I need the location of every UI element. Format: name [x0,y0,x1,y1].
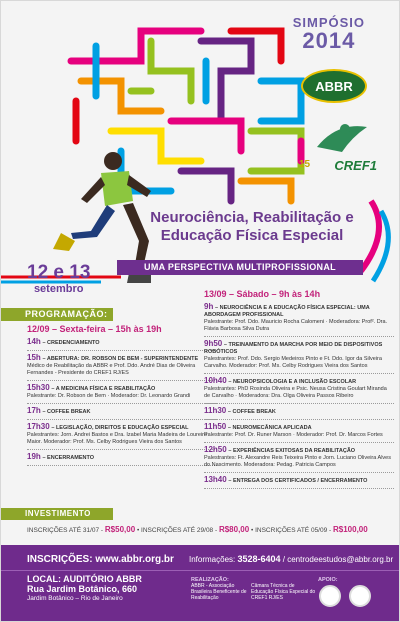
venue-street: Rua Jardim Botânico, 660 [27,584,138,594]
schedule-time: 11h30 [204,406,227,415]
schedule-item [27,338,217,351]
schedule-title: – EXPERIÊNCIAS EXITOSAS DA REABILITAÇÃO [228,448,356,454]
schedule-description: Palestrante: Prof. Ddo. Mauricio Rocha Calomeni · Moderadora: Prof². Dra. Flávia Barbosa Silva Dutra [204,319,388,332]
day2-heading: 13/09 – Sábado – 9h às 14h [204,289,321,299]
schedule-time: 14h [27,337,41,346]
realizacao-label: REALIZAÇÃO: [191,577,229,583]
price-value: R$50,00 [104,525,136,534]
schedule-title: – A MEDICINA FÍSICA E REABILITAÇÃO [51,386,156,392]
schedule-title: – NEUROPSICOLOGIA E A INCLUSÃO ESCOLAR [228,379,357,385]
schedule-title: – ENTREGA DOS CERTIFICADOS / ENCERRAMENTO [228,478,368,484]
schedule-title: – COFFEE BREAK [227,409,276,415]
footer [1,545,400,622]
schedule-item [204,303,394,337]
investimento-prices [27,525,387,534]
cref1-logo [297,117,377,175]
realizacao-1 [191,577,251,601]
schedule-time: 19h [27,452,41,461]
day1-schedule [27,326,217,469]
schedule-item [27,423,217,450]
event-dates [27,263,90,295]
schedule-item [204,407,394,420]
simposio-text: SIMPÓSIO [292,15,365,30]
schedule-item [27,354,217,381]
info-email[interactable]: / centrodeestudos@abbr.org.br [280,555,394,564]
symposium-label [293,15,365,52]
info-phone[interactable]: 3528-6404 [237,554,281,564]
realizacao-abbr: ABBR - Associação Brasileira Beneficente de Reabilitação [191,583,247,601]
simposio-year: 2014 [302,28,356,53]
schedule-description: Palestrantes: Ft. Alexandre Reis Teixeira Pinto e Jorn. Luciano Oliveira Alves do Nascimento. Moderadora: Pedag. Patricia Campos [204,455,391,468]
schedule-description: Palestrantes: PhD Rosinda Oliveira e Psic. Neusa Cristina Goulart Miranda de Carvalho · Moderadora: Dra. Olga Oliveira Passos Ribeiro [204,386,387,399]
schedule-item [204,377,394,404]
price-deadline: • INSCRIÇÕES ATÉ 05/09 - [249,527,333,534]
price-deadline: • INSCRIÇÕES ATÉ 29/08 - [135,527,219,534]
event-month: setembro [33,283,84,295]
inscricoes-link[interactable]: INSCRIÇÕES: www.abbr.org.br [27,554,174,565]
info-label: Informações: [189,555,236,564]
schedule-item [27,384,217,404]
schedule-title: – LEGISLAÇÃO, DIREITOS E EDUCAÇÃO ESPECIAL [51,425,189,431]
footer-divider [1,570,400,571]
schedule-description: Palestrante: Dr. Robson de Bem · Moderador: Dr. Leonardo Grandi [27,393,191,399]
schedule-title: – ENCERRAMENTO [42,455,95,461]
price-value: R$100,00 [333,525,368,534]
event-days: 12 e 13 [27,262,91,283]
schedule-time: 15h [27,353,41,362]
support-seal-2-icon [349,585,371,607]
schedule-time: 13h40 [204,475,227,484]
venue-city: Jardim Botânico – Rio de Janeiro [27,595,123,602]
abbr-logo-text: ABBR [315,78,353,94]
schedule-time: 17h30 [27,422,50,431]
schedule-title: – TREINAMENTO DA MARCHA POR MEIO DE DISPOSITIVOS ROBÓTICOS [204,342,383,355]
programacao-label: PROGRAMAÇÃO: [1,308,113,321]
schedule-item [204,446,394,473]
schedule-title: – NEUROMECÂNICA APLICADA [227,425,312,431]
schedule-time: 11h50 [204,422,227,431]
schedule-time: 12h50 [204,445,227,454]
venue [27,574,142,604]
venue-name: LOCAL: AUDITÓRIO ABBR [27,574,142,584]
svg-text:15: 15 [299,159,311,170]
schedule-item [204,340,394,374]
schedule-description: Palestrantes: Jorn. Andrei Bastos e Dra. Izabel Maria Madeira de Loureiro Maior. Moderador: Prof. Ms. Celby Rodrigues Vieira dos Santos [27,432,208,445]
schedule-item [204,423,394,443]
price-value: R$80,00 [218,525,250,534]
schedule-description: Palestrante: Prof. Dr. Runer Marson · Moderador: Prof. Dr. Marcos Fortes [204,432,383,438]
schedule-title: – COFFEE BREAK [42,409,91,415]
schedule-time: 17h [27,406,41,415]
cref1-logo-text: CREF1 [334,158,377,173]
schedule-description: Palestrantes: Prof. Ddo. Sergio Medeiros Pinto e Ft. Ddo. Igor da Silveira Carvalho. Moderador: Prof. Ms. Celby Rodrigues Vieira dos Santos [204,356,382,369]
schedule-time: 9h [204,302,214,311]
support-seal-1-icon [319,585,341,607]
schedule-time: 10h40 [204,376,227,385]
day1-heading: 12/09 – Sexta-feira – 15h às 19h [27,324,162,334]
contact-info [189,554,393,564]
event-title: Neurociência, Reabilitação e Educação Física Especial [150,209,354,244]
event-subtitle: UMA PERSPECTIVA MULTIPROFISSIONAL [117,260,363,275]
schedule-item [27,407,217,420]
realizacao-2: Câmara Técnica de Educação Física Especial do CREF1 RJ/ES [251,583,316,601]
schedule-time: 9h50 [204,339,223,348]
abbr-logo [301,69,367,103]
day2-schedule [204,291,394,492]
schedule-title: – CREDENCIAMENTO [42,340,100,346]
schedule-title: – NEUROCIÊNCIA E A EDUCAÇÃO FÍSICA ESPECIAL: UMA ABORDAGEM PROFISSIONAL [204,305,370,318]
schedule-title: – ABERTURA: DR. ROBSON DE BEM - SUPERINTENDENTE [42,356,199,362]
investimento-label: INVESTIMENTO [1,508,113,520]
schedule-time: 15h30 [27,383,50,392]
apoio-label: APOIO: [318,577,338,583]
schedule-item [27,453,217,466]
schedule-item [204,476,394,489]
schedule-description: Médico de Reabilitação da ABBR e Prof. Ddo. André Dias de Oliveira Fernandes - Presidente do CREF1 RJ/ES [27,363,196,376]
price-deadline: INSCRIÇÕES ATÉ 31/07 - [27,527,105,534]
